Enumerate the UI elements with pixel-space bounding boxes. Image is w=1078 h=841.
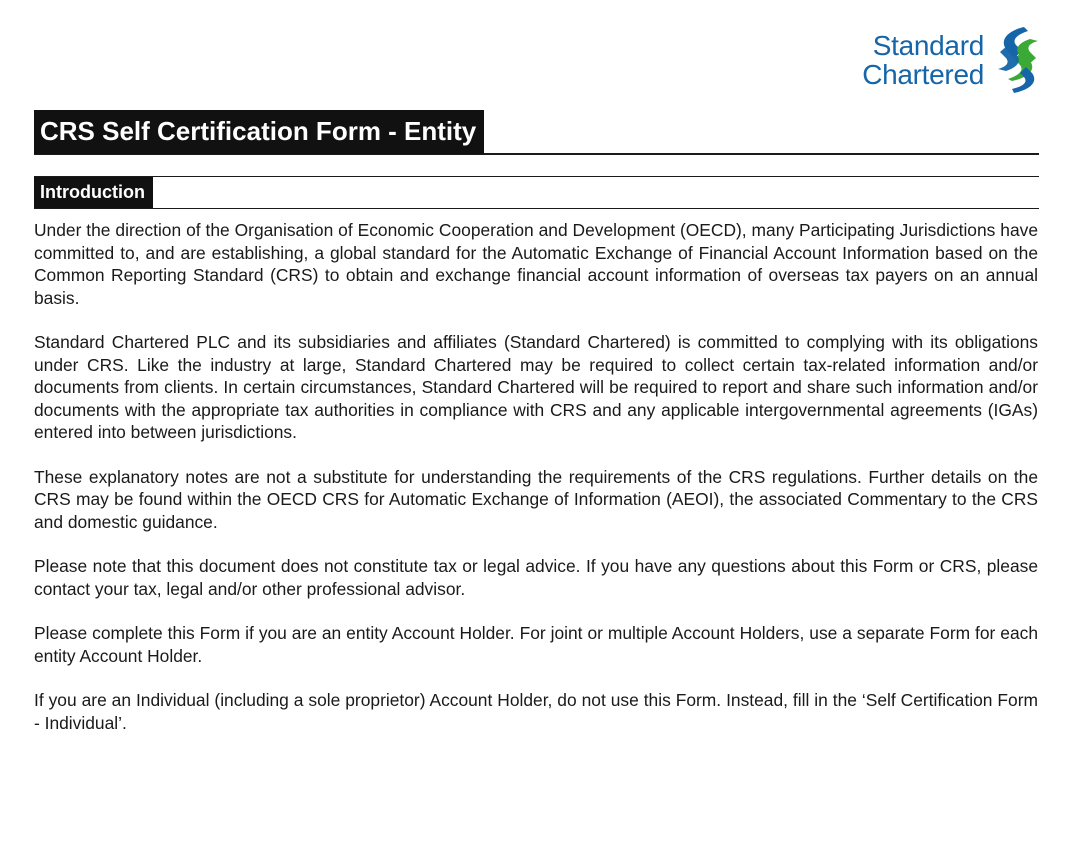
- logo-line-standard: Standard: [872, 30, 984, 61]
- paragraph-entity-holder-instructions: Please complete this Form if you are an entity Account Holder. For joint or multiple Account Holders, use a separate Form for each entity Account Holder.: [34, 623, 1038, 666]
- paragraph-oecd-background: Under the direction of the Organisation of Economic Cooperation and Development (OECD), many Participating Jurisdictions have committed to, and are establishing, a global standard for the Automatic Exchange of Financial Account Information based on the Common Reporting Standard (CRS) to obtain and exchange financial account information of overseas tax payers on an annual basis.: [34, 220, 1038, 308]
- section-header-bar: [34, 176, 1039, 209]
- logo-line-chartered: Chartered: [862, 59, 984, 90]
- paragraph-standard-chartered-obligations: Standard Chartered PLC and its subsidiaries and affiliates (Standard Chartered) is committed to complying with its obligations under CRS. Like the industry at large, Standard Chartered may be required to collect certain tax-related information and/or documents from clients. In certain circumstances, Standard Chartered will be required to report and share such information and/or documents with the appropriate tax authorities in compliance with CRS and any applicable intergovernmental agreements (IGAs) entered into between jurisdictions.: [34, 332, 1038, 442]
- paragraph-not-tax-advice: Please note that this document does not constitute tax or legal advice. If you have any questions about this Form or CRS, please contact your tax, legal and/or other professional advisor.: [34, 556, 1038, 599]
- paragraph-explanatory-notes: These explanatory notes are not a substitute for understanding the requirements of the CRS regulations. Further details on the CRS may be found within the OECD CRS for Automatic Exchange of Information (AEOI), the associated Commentary to the CRS and domestic guidance.: [34, 466, 1038, 532]
- standard-chartered-logo: [862, 24, 1042, 96]
- form-title-bar: [34, 110, 1039, 155]
- introduction-body: [34, 219, 1038, 756]
- paragraph-individual-holder-instructions: If you are an Individual (including a sole proprietor) Account Holder, do not use this Form. Instead, fill in the ‘Self Certification Form - Individual’.: [34, 690, 1038, 733]
- logo-wordmark: [862, 31, 984, 89]
- form-title: CRS Self Certification Form - Entity: [34, 110, 484, 154]
- section-title-introduction: Introduction: [34, 177, 153, 208]
- logo-ribbon-icon: [994, 25, 1042, 95]
